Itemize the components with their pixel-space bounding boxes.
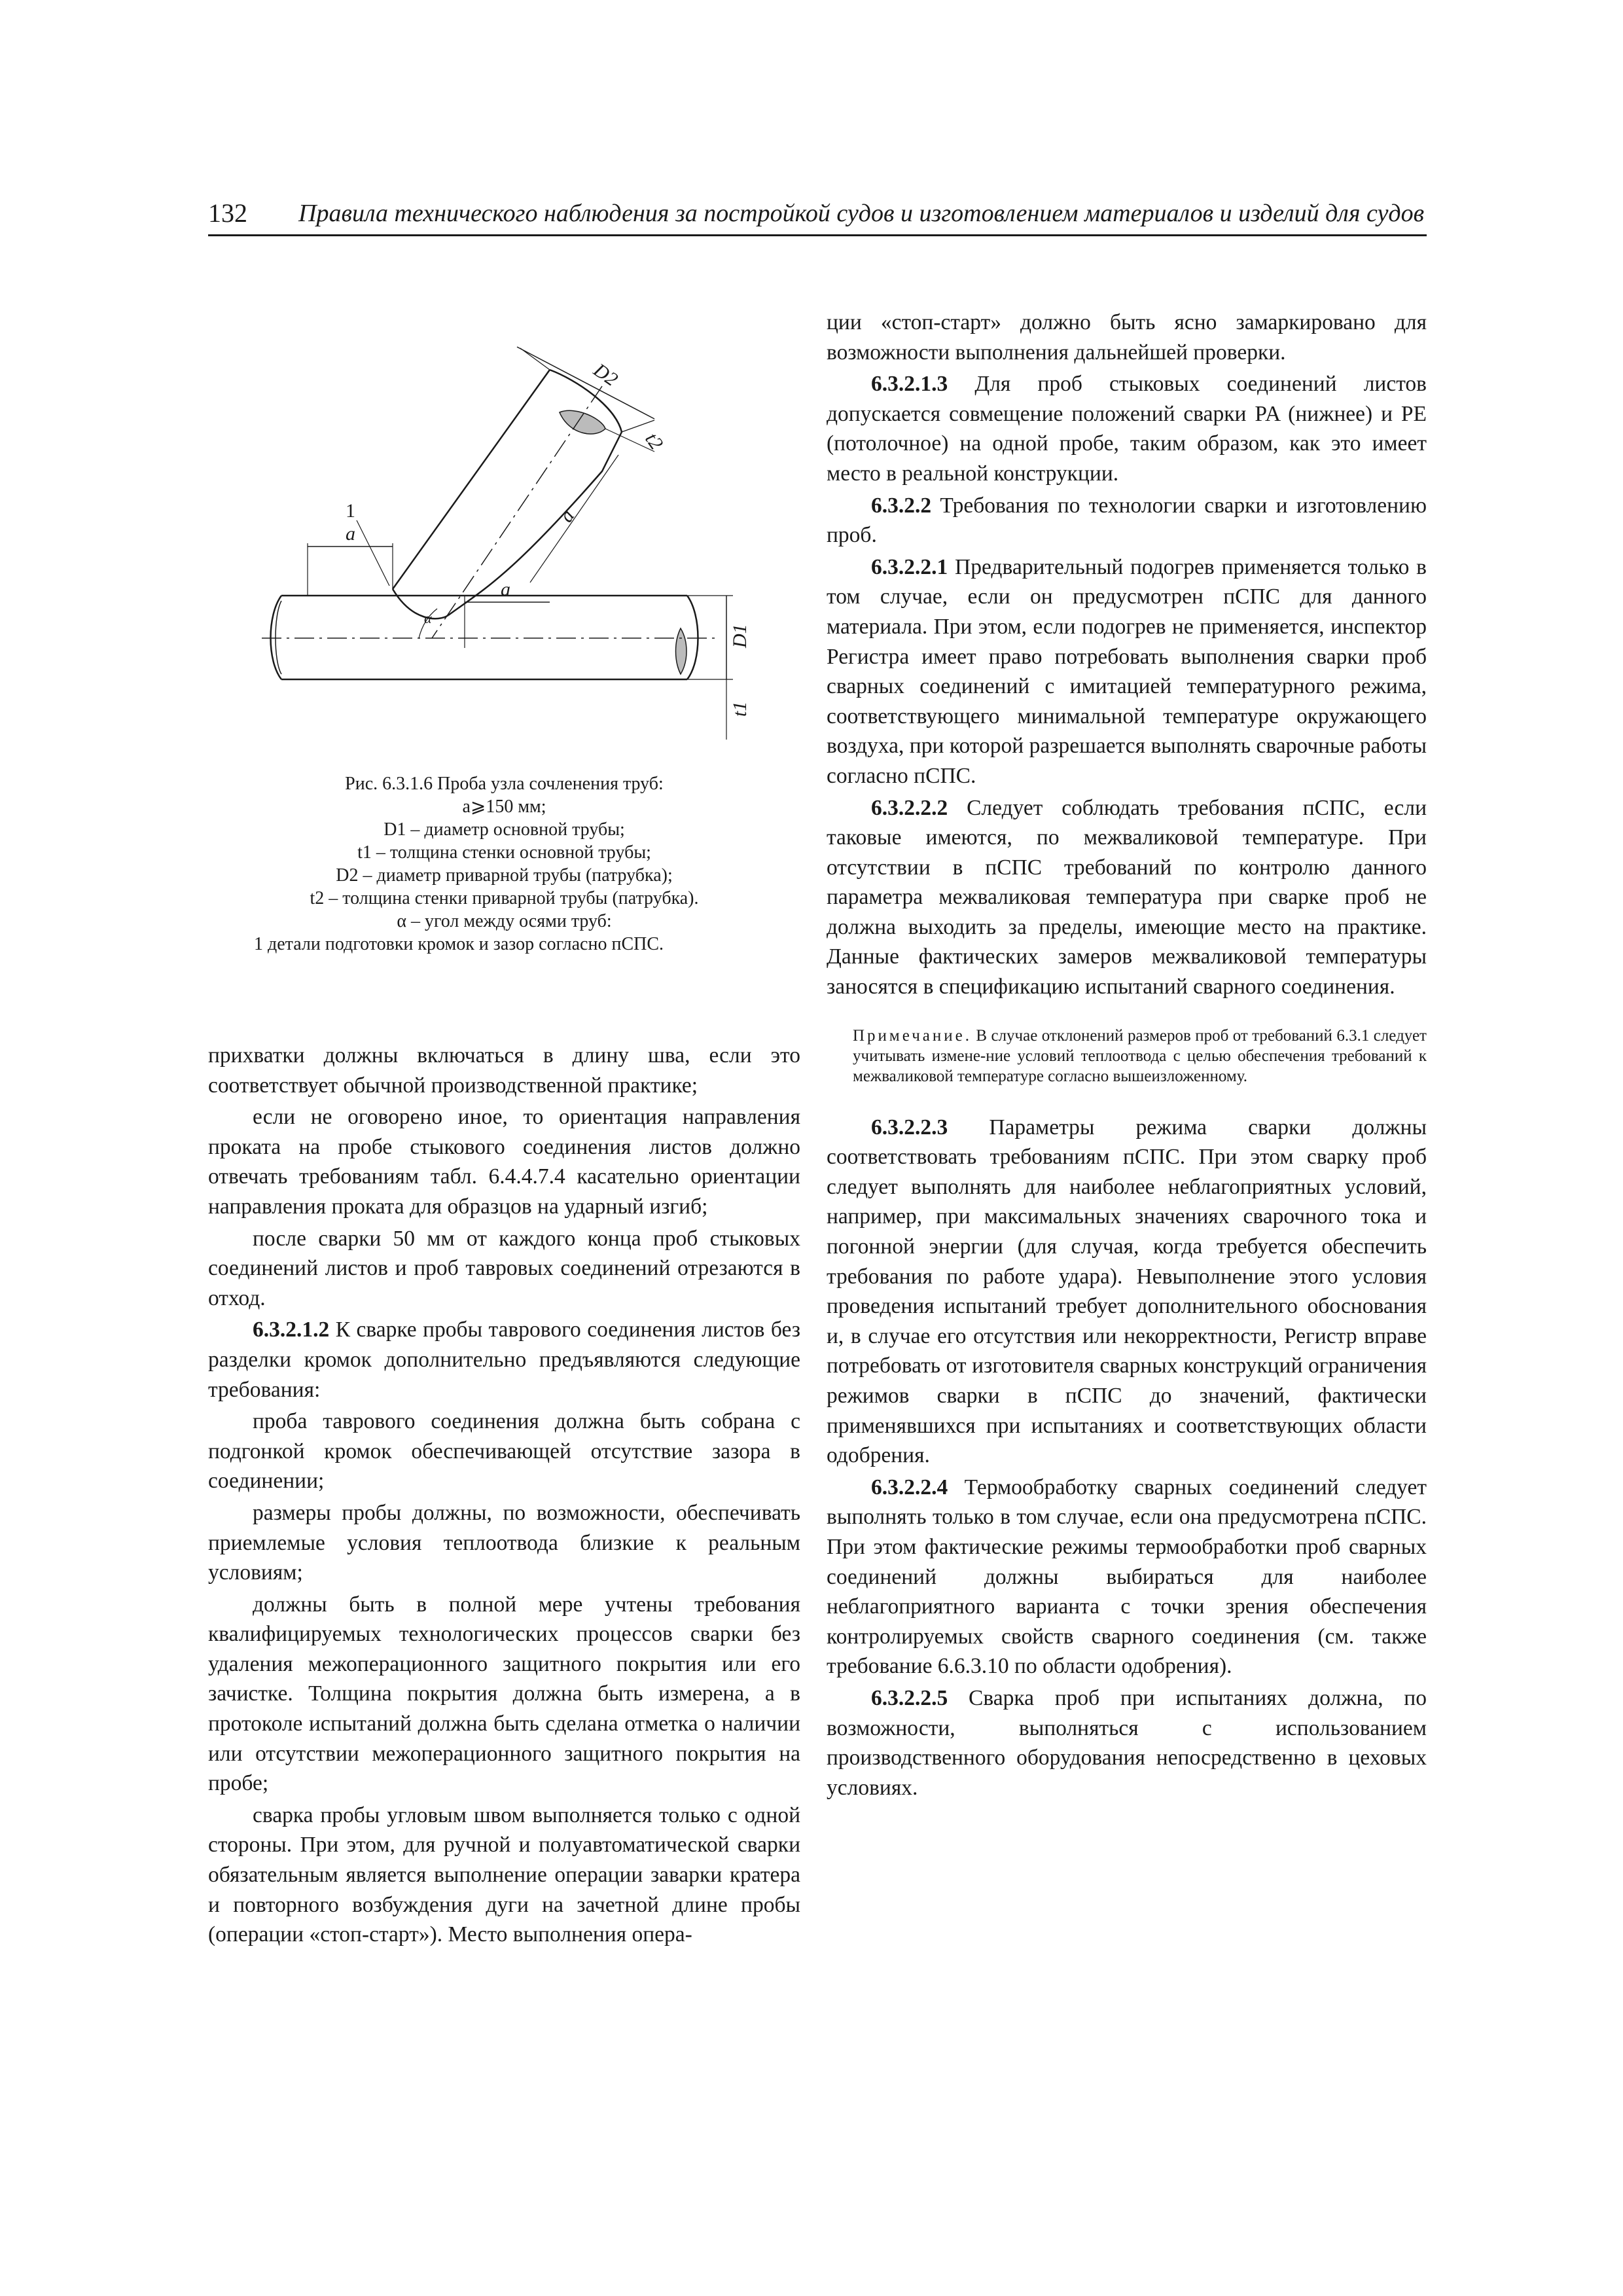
paragraph: 6.3.2.2.1 Предварительный подогрев применяется только в том случае, если он предусмотрен пСПС для данного материала. При этом, если подогрев не применяется, инспектор Регистра имеет право потребовать выполнения сварки проб сварных соединений с имитацией температурного режима, соответствующего минимальной температуре окружающего воздуха, при которой разрешается выполнять сварочные работы согласно пСПС.: [827, 554, 1427, 788]
section-number: 6.3.2.1.2: [253, 1318, 330, 1342]
label-a-right: a: [501, 579, 510, 600]
page-number: 132: [208, 198, 247, 228]
paragraph: 6.3.2.2.2 Следует соблюдать требования пСПС, если таковые имеются, по межваликовой температуре. При отсутствии в пСПС требований по контролю данного параметра межваликовая температура при сварке проб не должна выходить за пределы, имеющие место на практике. Данные фактических замеров межваликовой температуры заносятся в спецификацию испытаний сварного соединения.: [827, 795, 1427, 999]
branch-pipe-right-edge: [448, 432, 622, 615]
main-pipe-left-wall: [276, 601, 281, 674]
page-header: [208, 194, 1427, 233]
header-rule: [208, 234, 1427, 236]
section-number: 6.3.2.2.4: [871, 1475, 948, 1499]
paragraph: 6.3.2.2 Требования по технологии сварки и изготовлению проб.: [827, 493, 1427, 548]
label-t1: t1: [729, 701, 751, 717]
section-number: 6.3.2.2.1: [871, 554, 948, 579]
paragraph: должны быть в полной мере учтены требования квалифицируемых технологических процессов сварки без удаления межоперационного защитного покрытия или его зачистке. Толщина покрытия должна быть измерена, а в протоколе испытаний должна быть сделана отметка о наличии или отсутствии межоперационного защитного покрытия на пробе;: [208, 1592, 800, 1796]
caption-line: a⩾150 мм;: [462, 797, 546, 817]
pipe-joint-figure: [262, 308, 759, 766]
paragraph: 6.3.2.2.5 Сварка проб при испытаниях должна, по возможности, выполняться с использованием производственного оборудования непосредственно в цеховых условиях.: [827, 1685, 1427, 1800]
running-title: Правила технического наблюдения за постройкой судов и изготовлением материалов и изделий для судов: [298, 200, 1425, 227]
section-number: 6.3.2.2.5: [871, 1685, 948, 1710]
label-1: 1: [346, 500, 355, 522]
branch-pipe-axis: [432, 386, 602, 638]
label-a-top: a: [346, 523, 355, 545]
paragraph: сварка пробы угловым швом выполняется только с одной стороны. При этом, для ручной и полуавтоматической сварки обязательным является выполнение операции заварки кратера и повторного возбуждения дуги на зачетной длине пробы (операции «стоп-старт»). Место выполнения опера-: [208, 1803, 800, 1947]
paragraph: 6.3.2.2.4 Термообработку сварных соединений следует выполнять только в том случае, если она предусмотрена пСПС. При этом фактические режимы термообработки проб сварных соединений должны выбираться для наиболее неблагоприятного варианта с точки зрения обеспечения контролируемых свойств сварного соединения (см. также требование 6.6.3.10 по области одобрения).: [827, 1475, 1427, 1679]
label-a-diagonal: a: [555, 505, 579, 527]
paragraph: после сварки 50 мм от каждого конца проб стыковых соединений листов и проб тавровых соединений отрезаются в отход.: [208, 1226, 800, 1310]
leader-1: [357, 520, 389, 586]
paragraph: размеры пробы должны, по возможности, обеспечивать приемлемые условия теплоотвода близкие к реальным условиям;: [208, 1500, 800, 1585]
label-t2: t2: [641, 429, 668, 454]
figure-caption: [208, 772, 800, 956]
main-pipe-right-wall: [676, 628, 687, 674]
paragraph: проба таврового соединения должна быть собрана с подгонкой кромок обеспечивающей отсутствие зазора в соединении;: [208, 1409, 800, 1494]
section-number: 6.3.2.2: [871, 493, 932, 518]
section-number: 6.3.2.2.3: [871, 1115, 948, 1139]
left-column: [208, 1041, 800, 1952]
note-text: В случае отклонений размеров проб от требований 6.3.1 следует учитывать измене-ние условий теплоотвода с целью обеспечения требований к межваликовой температуре согласно вышеизложенному.: [853, 1026, 1427, 1085]
caption-line: 1 детали подготовки кромок и зазор согласно пСПС.: [254, 934, 664, 954]
d2-dimension-line: [517, 347, 654, 419]
d2-ext-left: [520, 348, 550, 370]
caption-line: Рис. 6.3.1.6 Проба узла сочленения труб:: [345, 774, 664, 794]
section-number: 6.3.2.2.2: [871, 795, 948, 820]
branch-pipe-left-edge: [393, 370, 550, 589]
pipe-joint-drawing: [262, 308, 759, 766]
section-number: 6.3.2.1.3: [871, 372, 948, 397]
d2-ext-right: [622, 420, 654, 432]
right-column: [827, 308, 1427, 1804]
caption-line: t2 – толщина стенки приварной трубы (патрубка).: [310, 888, 699, 908]
note-block: [827, 1026, 1427, 1086]
caption-line: D1 – диаметр основной трубы;: [383, 819, 625, 840]
label-alpha: α: [424, 610, 432, 626]
caption-line: α – угол между осями труб:: [397, 911, 612, 931]
label-d1: D1: [729, 624, 751, 648]
paragraph: ции «стоп-старт» должно быть ясно замаркировано для возможности выполнения дальнейшей проверки.: [827, 310, 1427, 365]
paragraph: 6.3.2.1.3 Для проб стыковых соединений листов допускается совмещение положений сварки PA (нижнее) и PE (потолочное) на одной пробе, таким образом, как это имеет место в реальной конструкции.: [827, 372, 1427, 486]
caption-line: D2 – диаметр приварной трубы (патрубка);: [336, 865, 673, 886]
branch-pipe-saddle: [393, 589, 448, 619]
paragraph: если не оговорено иное, то ориентация направления проката на пробе стыкового соединения листов должно отвечать требованиям табл. 6.4.4.7.4 касательно ориентации направления проката для образцов на ударный изгиб;: [208, 1105, 800, 1219]
main-pipe-right-end: [687, 596, 698, 679]
paragraph: прихватки должны включаться в длину шва, если это соответствует обычной производственной практике;: [208, 1043, 800, 1098]
paragraph: 6.3.2.2.3 Параметры режима сварки должны соответствовать требованиям пСПС. При этом сварку проб следует выполнять для наиболее неблагоприятных условий, например, при максимальных значениях сварочного тока и погонной энергии (для случая, когда требуется обеспечить требования по работе удара). Невыполнение этого условия проведения испытаний требует дополнительного обоснования и, в случае его отсутствия или некорректности, Регистр вправе потребовать от изготовителя сварных конструкций ограничения режимов сварки в пСПС до значений, фактически применявшихся при испытаниях и соответствующих области одобрения.: [827, 1115, 1427, 1468]
caption-line: t1 – толщина стенки основной трубы;: [357, 842, 651, 863]
branch-pipe-wall: [560, 410, 605, 434]
note-label: Примечание.: [853, 1026, 972, 1045]
paragraph: 6.3.2.1.2 К сварке пробы таврового соединения листов без разделки кромок дополнительно предъявляются следующие требования:: [208, 1318, 800, 1402]
label-d2: D2: [589, 359, 622, 391]
